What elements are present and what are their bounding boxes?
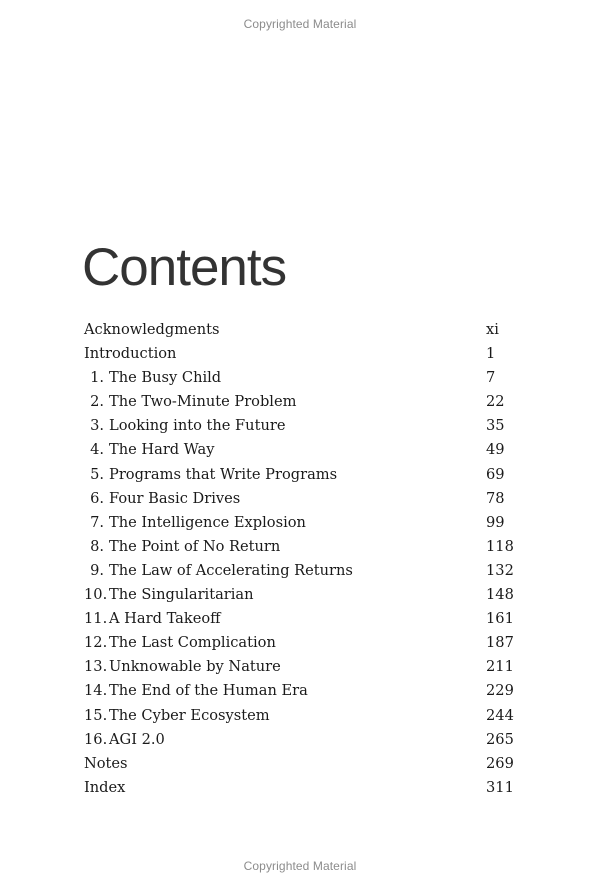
toc-entry-page: 49 xyxy=(486,441,505,459)
toc-entry-page: 1 xyxy=(486,345,496,363)
toc-entry-page: 311 xyxy=(486,778,514,796)
toc-entry-number: 4. xyxy=(90,441,104,459)
toc-entry-number: 13. xyxy=(84,658,108,676)
toc-entry-title: AGI 2.0 xyxy=(109,730,165,748)
toc-entry-title: The Intelligence Explosion xyxy=(109,513,306,531)
table-of-contents xyxy=(84,318,524,800)
toc-entry-number: 7. xyxy=(90,513,104,531)
toc-entry-page: 161 xyxy=(486,610,514,628)
toc-entry xyxy=(84,318,524,342)
toc-entry-title: The Last Complication xyxy=(109,634,276,652)
toc-entry-number: 9. xyxy=(90,561,104,579)
toc-entry xyxy=(84,463,524,487)
toc-entry-title: The Busy Child xyxy=(109,369,222,387)
toc-entry-title: Acknowledgments xyxy=(84,321,220,338)
toc-entry-page: 187 xyxy=(486,634,514,652)
toc-entry-number: 2. xyxy=(90,393,104,411)
copyright-watermark-top: Copyrighted Material xyxy=(243,17,357,31)
toc-entry-title: The Hard Way xyxy=(109,441,215,459)
toc-entry-number: 5. xyxy=(90,465,104,483)
toc-entry xyxy=(84,776,524,800)
toc-entry-title: The Law of Accelerating Returns xyxy=(109,561,353,579)
toc-entry-title: Four Basic Drives xyxy=(109,489,241,507)
toc-entry-page: 99 xyxy=(486,513,505,531)
toc-entry-title: The Point of No Return xyxy=(109,537,281,555)
page-title: Contents xyxy=(82,238,287,297)
toc-entry-page: 22 xyxy=(486,393,505,411)
toc-entry-page: 244 xyxy=(486,706,514,724)
toc-entry-number: 3. xyxy=(90,417,104,435)
toc-entry-number: 15. xyxy=(84,706,108,724)
toc-entry-title: Index xyxy=(84,778,126,796)
toc-entry-title: The Cyber Ecosystem xyxy=(109,706,270,724)
toc-entry-page: 132 xyxy=(486,561,514,579)
toc-entry xyxy=(84,487,524,511)
toc-entry-title: Looking into the Future xyxy=(109,417,286,435)
toc-entry-page: 211 xyxy=(486,658,514,676)
toc-entry xyxy=(84,583,524,607)
toc-entry xyxy=(84,704,524,728)
toc-entry-page: xi xyxy=(486,321,499,338)
toc-entry-number: 1. xyxy=(90,369,104,387)
toc-entry-page: 78 xyxy=(486,489,505,507)
toc-entry xyxy=(84,679,524,703)
toc-entry-title: Programs that Write Programs xyxy=(109,465,338,483)
toc-entry-page: 269 xyxy=(486,754,514,772)
toc-entry-page: 229 xyxy=(486,682,514,700)
toc-entry-title: Notes xyxy=(84,754,128,772)
toc-entry xyxy=(84,342,524,366)
toc-entry xyxy=(84,390,524,414)
toc-entry-page: 69 xyxy=(486,465,505,483)
toc-entry-title: The Singularitarian xyxy=(109,586,254,604)
toc-entry xyxy=(84,535,524,559)
toc-entry-number: 14. xyxy=(84,682,108,700)
toc-entry-page: 148 xyxy=(486,586,514,604)
toc-entry-number: 8. xyxy=(90,537,104,555)
toc-entry-title: The End of the Human Era xyxy=(109,682,308,700)
toc-entry-page: 35 xyxy=(486,417,505,435)
toc-entry xyxy=(84,511,524,535)
toc-entry xyxy=(84,728,524,752)
toc-entry-title: Unknowable by Nature xyxy=(109,658,281,676)
toc-entry-number: 10. xyxy=(84,586,108,604)
toc-entry-page: 118 xyxy=(486,537,514,555)
toc-entry-number: 11. xyxy=(84,610,108,628)
toc-entry xyxy=(84,559,524,583)
toc-entry-number: 16. xyxy=(84,730,108,748)
toc-entry-title: The Two-Minute Problem xyxy=(109,393,297,411)
toc-entry-title: A Hard Takeoff xyxy=(109,610,221,628)
copyright-watermark-bottom: Copyrighted Material xyxy=(243,859,357,873)
toc-entry xyxy=(84,607,524,631)
toc-entry xyxy=(84,631,524,655)
toc-entry-number: 12. xyxy=(84,634,108,652)
toc-entry xyxy=(84,438,524,462)
toc-entry xyxy=(84,752,524,776)
toc-entry-page: 7 xyxy=(486,369,496,387)
toc-entry-title: Introduction xyxy=(84,345,177,363)
toc-entry-page: 265 xyxy=(486,730,514,748)
toc-entry-number: 6. xyxy=(90,489,104,507)
toc-entry xyxy=(84,414,524,438)
toc-entry xyxy=(84,366,524,390)
toc-entry xyxy=(84,655,524,679)
